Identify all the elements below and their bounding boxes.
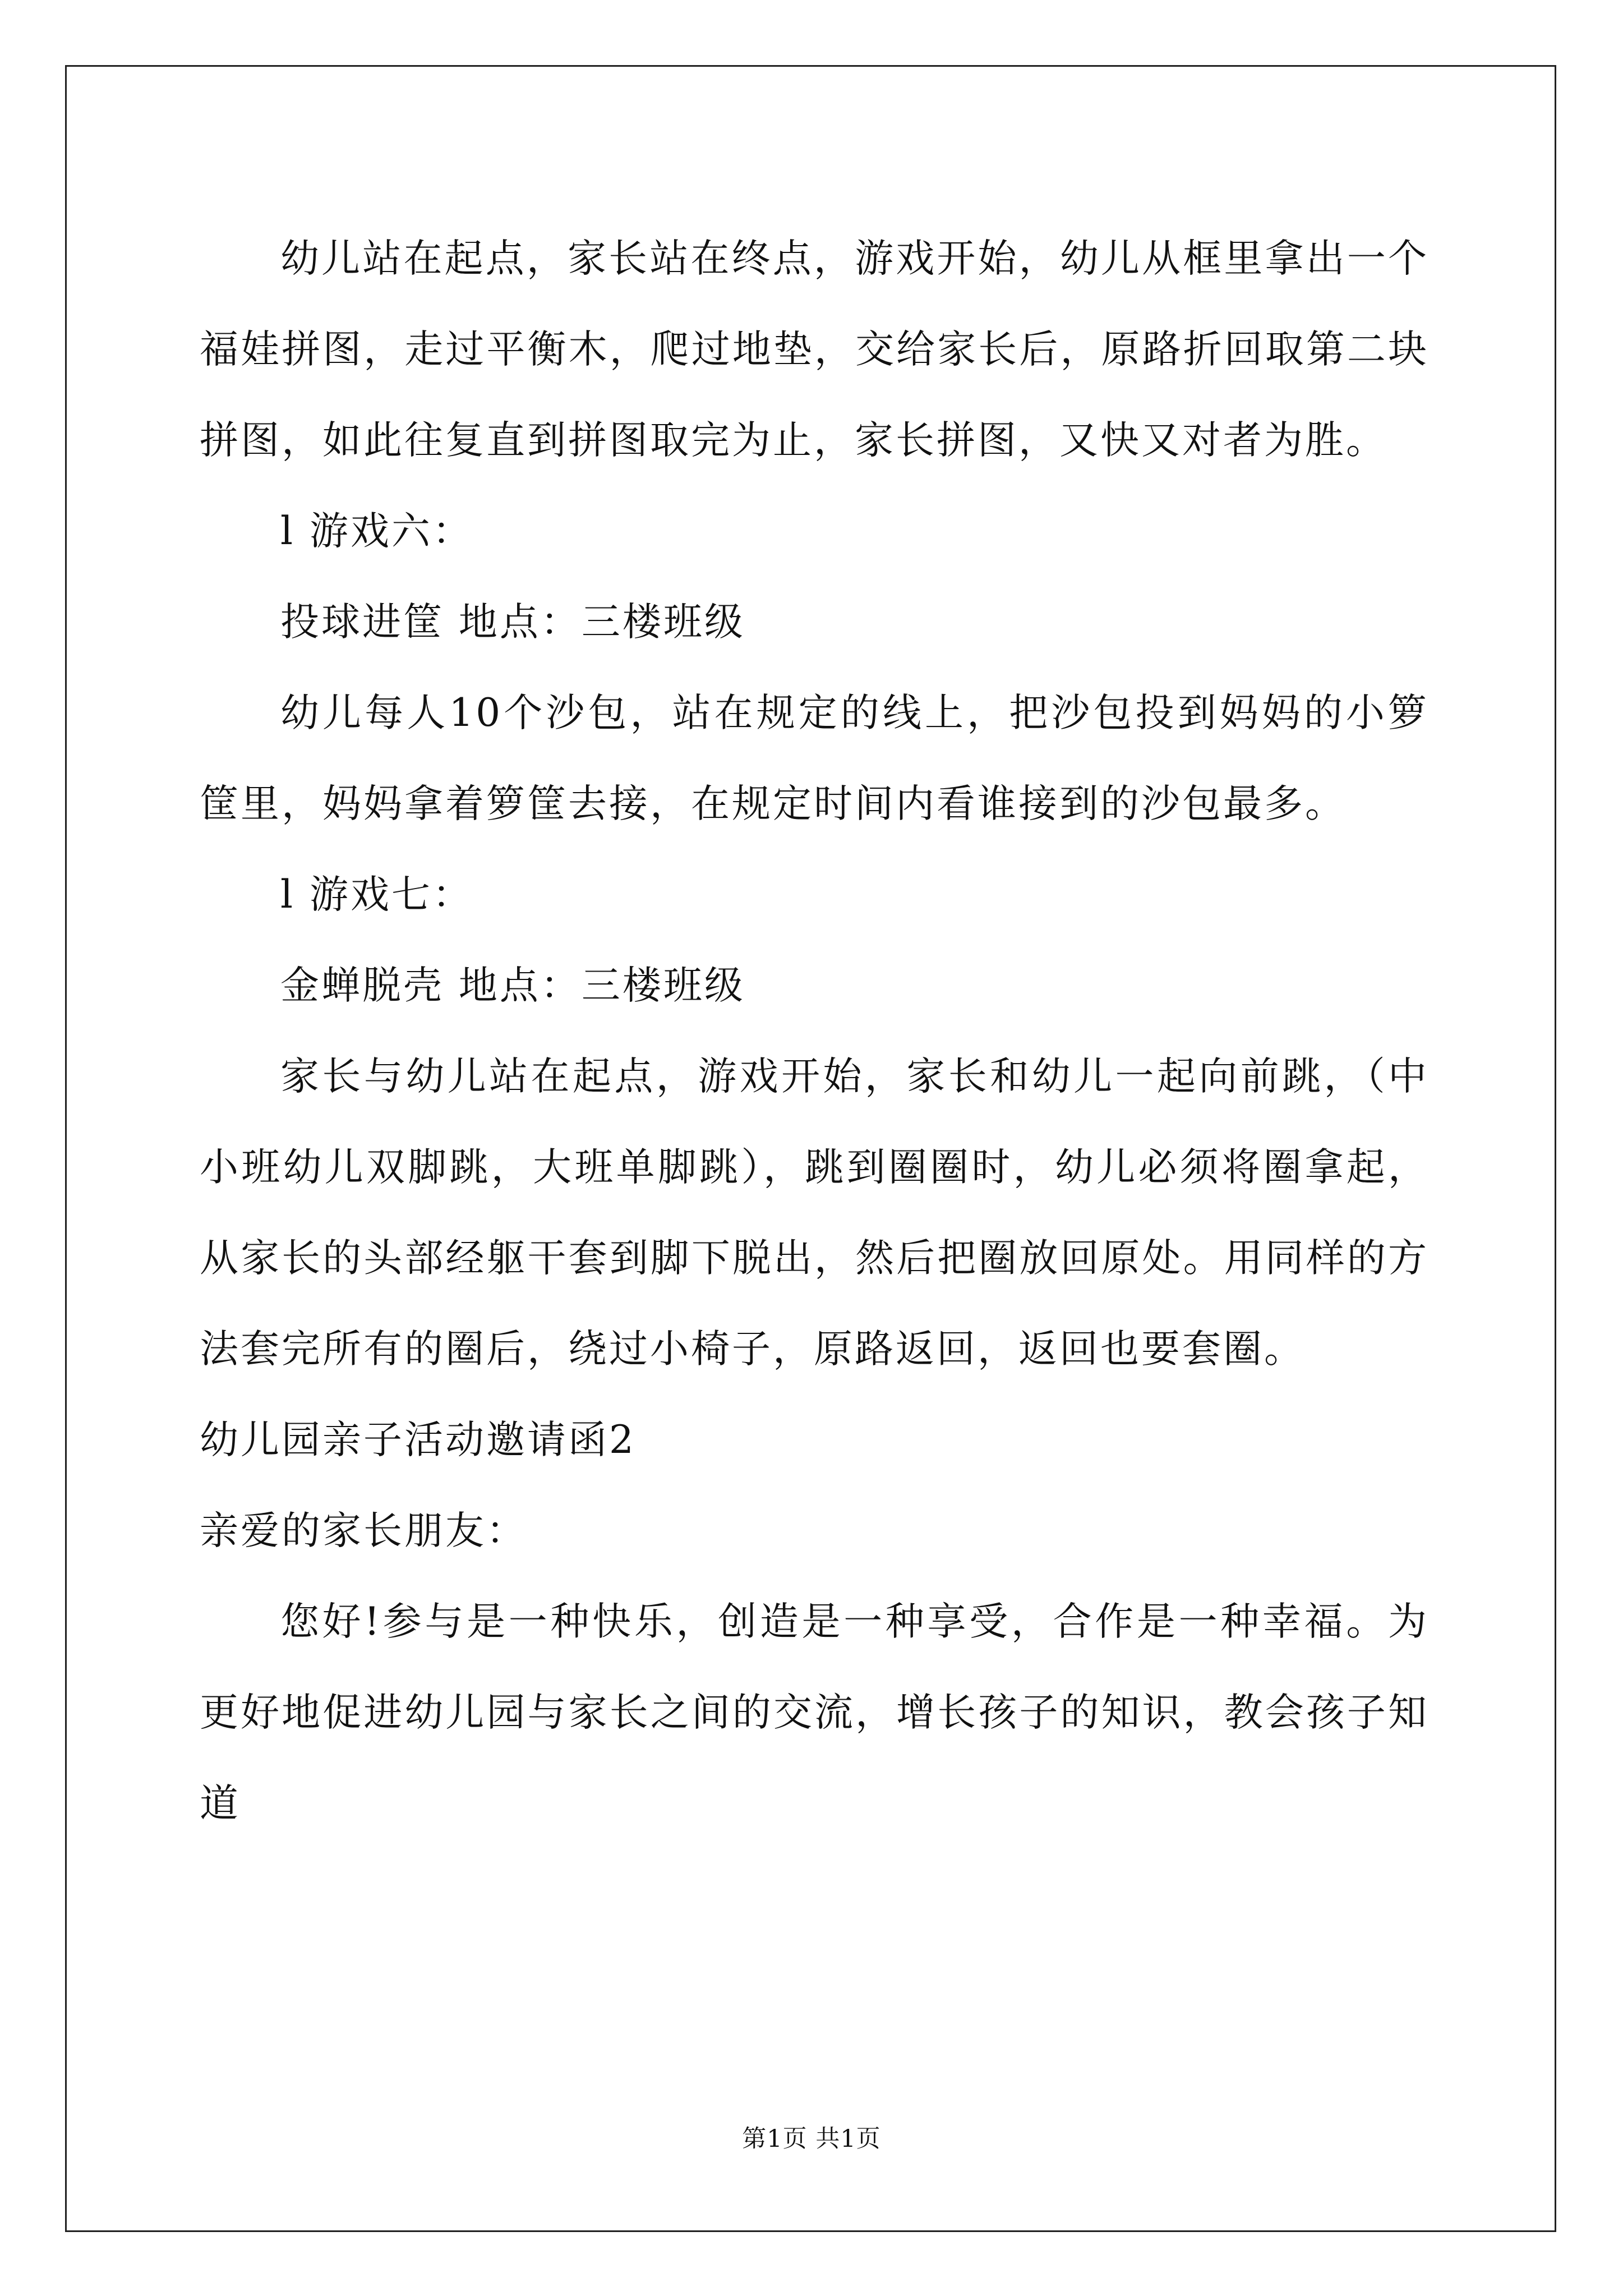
paragraph-game-six-rules: 幼儿每人10个沙包，站在规定的线上，把沙包投到妈妈的小箩筐里，妈妈拿着箩筐去接，在规定时间内看谁接到的沙包最多。: [200, 691, 1429, 826]
section-title: 幼儿园亲子活动邀请函2: [200, 1418, 636, 1462]
paragraph-game-seven-heading: l 游戏七：: [280, 872, 474, 917]
paragraph-game-seven-rules: 家长与幼儿站在起点，游戏开始，家长和幼儿一起向前跳，（中小班幼儿双脚跳，大班单脚跳），跳到圈圈时，幼儿必须将圈拿起，从家长的头部经躯干套到脚下脱出，然后把圈放回原处。用同样的方法套完所有的圈后，绕过小椅子，原路返回，返回也要套圈。: [200, 1054, 1429, 1372]
paragraph-game-seven-title: 金蝉脱壳 地点：三楼班级: [280, 963, 745, 1008]
paragraph-game-rules: 幼儿站在起点，家长站在终点，游戏开始，幼儿从框里拿出一个福娃拼图，走过平衡木，爬过地垫，交给家长后，原路折回取第二块拼图，如此往复直到拼图取完为止，家长拼图，又快又对者为胜。: [200, 236, 1429, 463]
paragraph-game-six-heading: l 游戏六：: [280, 509, 474, 554]
document-body: [200, 213, 1429, 1849]
paragraph-invitation-body: 您好!参与是一种快乐，创造是一种享受，合作是一种幸福。为更好地促进幼儿园与家长之间的交流，增长孩子的知识，教会孩子知道: [200, 1599, 1429, 1826]
salutation: 亲爱的家长朋友：: [200, 1508, 527, 1553]
page-footer: 第1页 共1页: [742, 2125, 881, 2153]
paragraph-game-six-title: 投球进筐 地点：三楼班级: [280, 600, 745, 645]
